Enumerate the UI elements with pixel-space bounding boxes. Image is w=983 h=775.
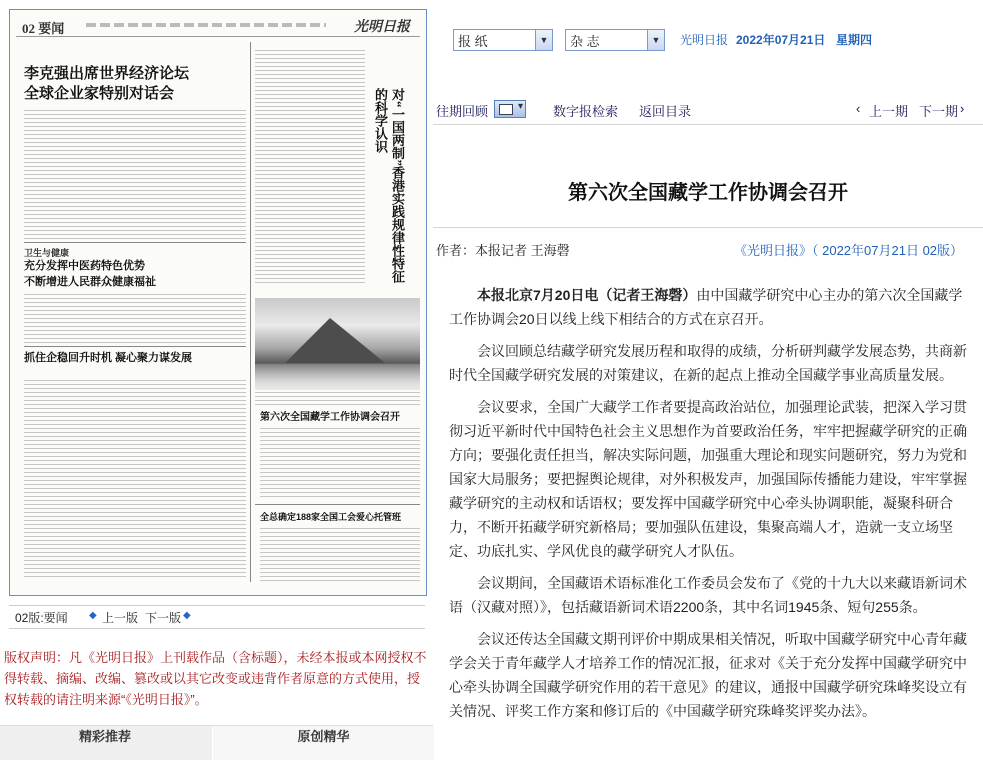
issue-date: 2022年07月21日 xyxy=(736,33,826,47)
thumbnail-text-block xyxy=(255,50,365,285)
article-title: 第六次全国藏学工作协调会召开 xyxy=(568,182,848,204)
chevron-right-icon[interactable]: › xyxy=(960,101,965,116)
section-label: 卫生与健康 xyxy=(24,248,70,258)
next-issue-link[interactable]: 下一期 xyxy=(919,104,959,119)
chevron-down-icon[interactable]: ▼ xyxy=(647,30,664,50)
thumbnail-article-title-tibetology[interactable]: 第六次全国藏学工作协调会召开 xyxy=(260,412,400,423)
thumbnail-subhead-health[interactable]: 充分发挥中医药特色优势 不断增进人民群众健康福祉 xyxy=(24,260,156,288)
calendar-icon[interactable] xyxy=(494,100,526,118)
article-paragraph: 会议还传达全国藏文期刊评价中期成果相关情况，听取中国藏学研究中心青年藏学会关于青年藏学人才培养工作的情况汇报，征求对《关于充分发挥中国藏学研究中心牵头协调全国藏学研究作用的若干意见》的建议，通报中国藏学研究珠峰奖设立有关情况、评奖工作方案和修订后的《中国藏学研究珠峰奖评奖办法》。 xyxy=(449,631,967,719)
prev-page-icon[interactable]: ◆ xyxy=(89,610,97,621)
title-divider xyxy=(433,227,983,228)
next-page-icon[interactable]: ◆ xyxy=(183,610,191,621)
article-paragraph: 会议期间，全国藏语术语标准化工作委员会发布了《党的十九大以来藏语新词术语（汉藏对照）》，包括藏语新词术语2200条，其中名词1945条、短句255条。 xyxy=(449,575,967,615)
next-page-link[interactable]: 下一版 xyxy=(145,611,182,625)
article-author: 作者：本报记者 王海磬 xyxy=(436,243,570,258)
thumbnail-text-block xyxy=(255,392,420,406)
nav-divider xyxy=(433,124,983,125)
chevron-left-icon[interactable]: ‹ xyxy=(856,101,861,116)
chevron-down-icon[interactable]: ▼ xyxy=(535,30,552,50)
article-lead xyxy=(449,283,973,331)
column-rule xyxy=(250,42,251,582)
article-dateline: 本报北京7月20日电（记者王海磬） xyxy=(477,287,697,303)
issue-weekday: 星期四 xyxy=(836,33,873,47)
thumbnail-photo[interactable] xyxy=(255,298,420,390)
thumbnail-vertical-title[interactable]: 对“一国两制”香港实践规律性特征的科学认识 xyxy=(373,88,405,283)
back-to-contents-link[interactable]: 返回目录 xyxy=(639,104,692,119)
page-nav-bar xyxy=(9,605,425,629)
tab-original[interactable]: 原创精华 xyxy=(212,726,434,760)
tab-featured[interactable]: 精彩推荐 xyxy=(78,729,131,744)
thumbnail-headline[interactable]: 李克强出席世界经济论坛 全球企业家特别对话会 xyxy=(24,65,190,102)
newspaper-select[interactable]: 报 纸 ▼ xyxy=(453,29,553,51)
recommend-tabs xyxy=(0,725,433,760)
thumbnail-text-block xyxy=(24,110,246,240)
page-thumbnail[interactable] xyxy=(9,9,427,596)
article-source: 《光明日报》（ 2022年07月21日 02版） xyxy=(734,243,964,258)
thumbnail-masthead: 光明日报 xyxy=(354,20,410,35)
past-issues-link[interactable]: 往期回顾 xyxy=(436,104,489,119)
paper-name: 光明日报 xyxy=(680,33,729,47)
article-paragraph: 会议要求，全国广大藏学工作者要提高政治站位，加强理论武装，把深入学习贯彻习近平新时代中国特色社会主义思想作为首要政治任务，牢牢把握藏学研究的正确方向；要强化责任担当，解决实际问题，加强重大理论和现实问题研究，努力为党和国家大局服务；要把握舆论规律，对外积极发声，加强国际传播能力建设，牢牢掌握藏学研究的主动权和话语权；要发挥中国藏学研究中心牵头协调职能，凝聚科研合力，不断开拓藏学研究新格局；要加强队伍建设，集聚高端人才，造就一支立场坚定、功底扎实、学风优良的藏学研究人才队伍。 xyxy=(449,399,967,559)
copyright-notice: 版权声明：凡《光明日报》上刊载作品（含标题），未经本报或本网授权不得转载、摘编、改编、篡改或以其它改变或违背作者原意的方式使用，授权转载的请注明来源“《光明日报》”。 xyxy=(4,650,427,707)
section-rule xyxy=(24,242,246,243)
thumbnail-text-block xyxy=(260,428,420,500)
article-paragraph: 会议回顾总结藏学研究发展历程和取得的成绩，分析研判藏学发展态势，共商新时代全国藏学研究发展的对策建议，在新的起点上推动全国藏学事业高质量发展。 xyxy=(449,343,967,383)
thumbnail-text-block xyxy=(260,528,420,584)
thumbnail-page-label: 02 要闻 xyxy=(22,21,65,36)
thumbnail-header xyxy=(16,14,420,37)
thumbnail-dateline xyxy=(86,23,326,27)
article-body xyxy=(449,283,973,731)
thumbnail-text-block xyxy=(24,380,246,580)
prev-issue-link[interactable]: 上一期 xyxy=(869,104,909,119)
section-rule xyxy=(255,504,420,505)
thumbnail-article-title-union[interactable]: 全总确定188家全国工会爱心托管班 xyxy=(260,512,402,522)
page-nav-label: 02版:要闻 xyxy=(15,611,68,625)
magazine-select[interactable]: 杂 志 ▼ xyxy=(565,29,665,51)
digital-search-link[interactable]: 数字报检索 xyxy=(553,104,619,119)
section-rule xyxy=(24,346,246,347)
prev-page-link[interactable]: 上一版 xyxy=(102,611,139,625)
thumbnail-subhead-economy[interactable]: 抓住企稳回升时机 凝心聚力谋发展 xyxy=(24,352,193,364)
thumbnail-text-block xyxy=(24,294,246,344)
article-lead-text: 由中国藏学研究中心主办的第六次全国藏学工作协调会20日以线上线下相结合的方式在京召开。 xyxy=(449,287,963,327)
